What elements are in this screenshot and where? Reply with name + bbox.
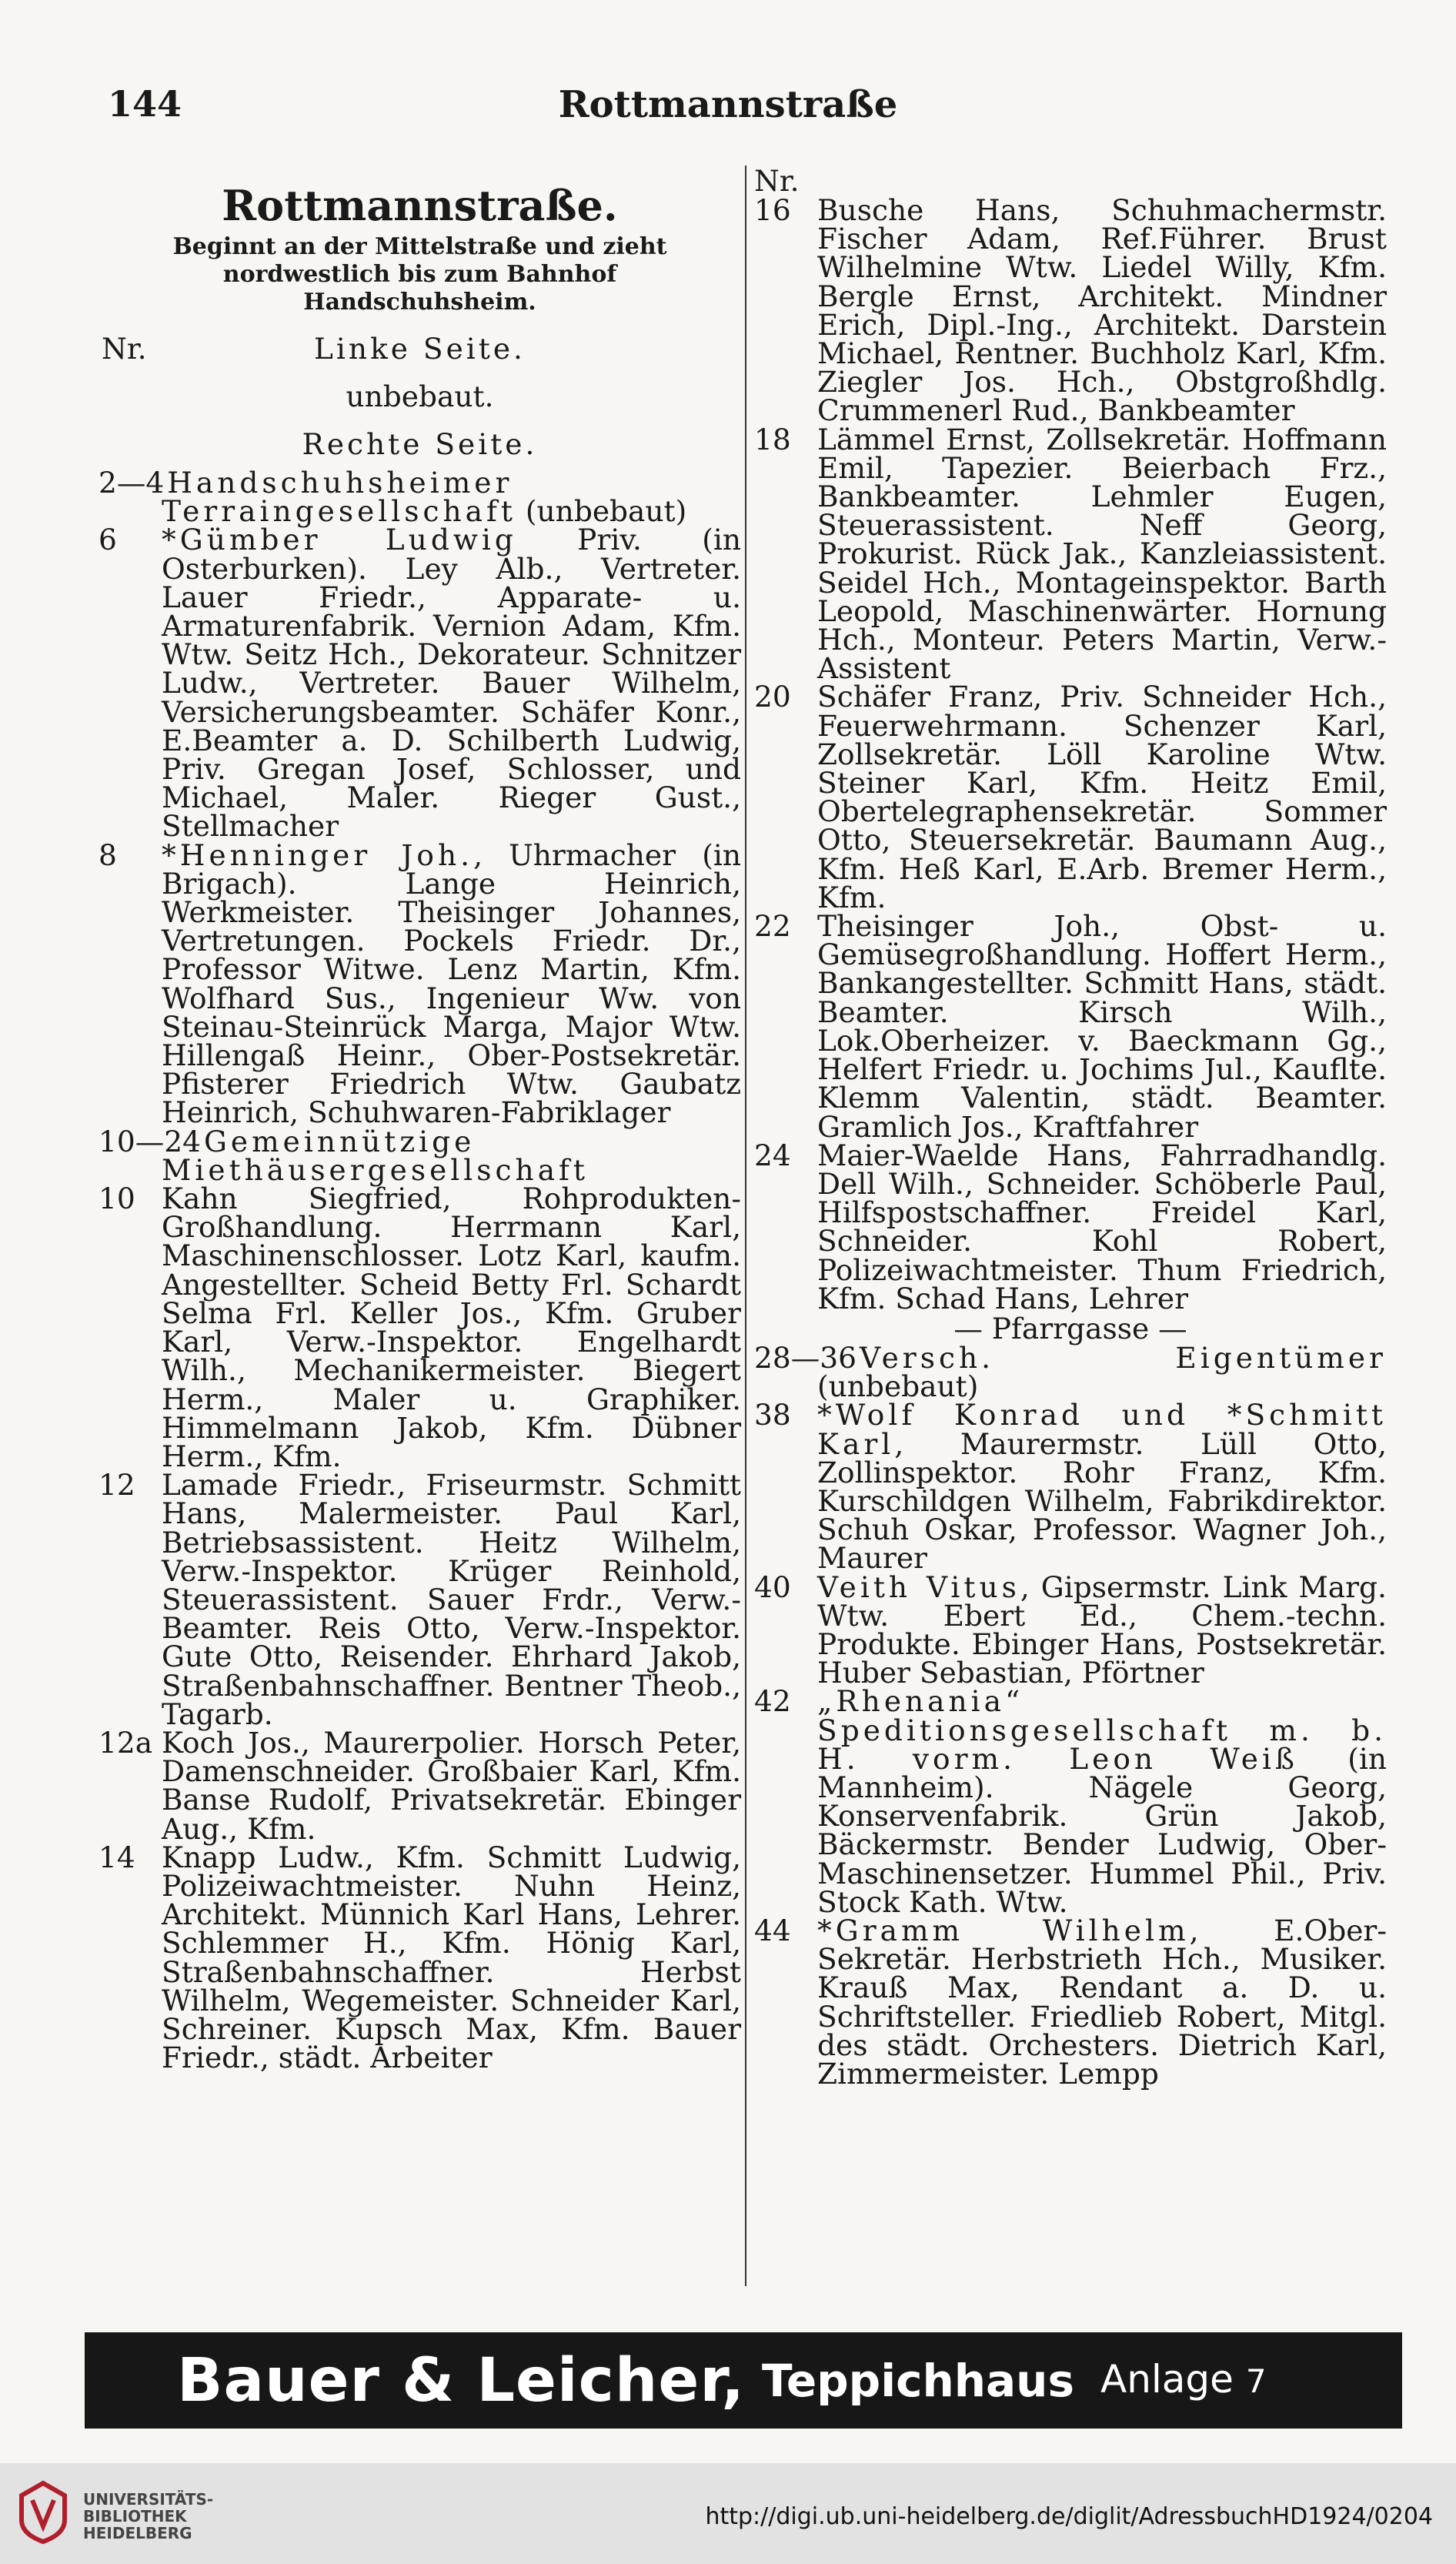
- house-number: 12a: [99, 1725, 153, 1760]
- house-number: 40: [754, 1569, 791, 1604]
- cross-street-pfarrgasse: — Pfarrgasse —: [953, 1311, 1187, 1346]
- right-side-label: Rechte Seite.: [302, 427, 538, 461]
- left-side-note: unbebaut.: [346, 379, 494, 413]
- house-number: 14: [99, 1840, 135, 1874]
- running-title: Rottmannstraße: [558, 83, 898, 126]
- house-number: 20: [754, 680, 791, 714]
- house-number: 28—36: [754, 1340, 857, 1375]
- ad-anlage-number: 7: [1245, 2362, 1267, 2400]
- address-entry: [754, 193, 1387, 428]
- logo-line-3: HEIDELBERG: [83, 2524, 192, 2542]
- address-entry: [754, 1398, 1387, 1576]
- viewer-footer: [0, 2463, 1456, 2564]
- street-description: Beginnt an der Mittelstraße und zieht nordwestlich bis zum Bahnhof Handschuhsheim.: [172, 233, 667, 316]
- logo-line-1: UNIVERSITÄTS-: [83, 2490, 214, 2509]
- owner-name: *Gümber Ludwig: [162, 523, 517, 557]
- residents-text: Priv. (in Osterburken). Ley Alb., Vertreter. Lauer Friedr., Apparate- u. Armaturenfabrik. Vernion Adam, Kfm. Wtw. Seitz Hch., Dekorateur. Schnitzer Ludw., Vertreter. Bauer Wilhelm, Versicherungsbeamter. Schäfer Konr., E.Beamter a. D. Schilberth Ludwig, Priv. Gregan Josef, Schlosser, und Michael, Maler. Rieger Gust., Stellmacher: [162, 523, 741, 844]
- residents-text: Knapp Ludw., Kfm. Schmitt Ludwig, Polizeiwachtmeister. Nuhn Heinz, Architekt. Münnich Karl Hans, Lehrer. Schlemmer H., Kfm. Hönig Karl, Straßenbahnschaffner. Herbst Wilhelm, Wegemeister. Schneider Karl, Schreiner. Kupsch Max, Kfm. Bauer Friedr., städt. Arbeiter: [162, 1840, 741, 2075]
- residents-text: Lämmel Ernst, Zollsekretär. Hoffmann Emil, Tapezier. Beierbach Frz., Bankbeamter. Lehmler Eugen, Steuerassistent. Neff Georg, Prokurist. Rück Jak., Kanzleiassistent. Seidel Hch., Montageinspektor. Barth Leopold, Maschinenwärter. Hornung Hch., Monteur. Peters Martin, Verw.-Assistent: [817, 422, 1387, 686]
- right-entries-list-a: [754, 193, 1387, 1315]
- nr-label: Nr.: [102, 332, 147, 366]
- residents-text: , E.Ober-Sekretär. Herbstrieth Hch., Musiker. Krauß Max, Rendant a. D. u. Schriftsteller. Friedlieb Robert, Mitgl. des städt. Orchesters. Dietrich Karl, Zimmermeister. Lempp: [817, 1913, 1387, 2091]
- house-number: 24: [754, 1138, 791, 1172]
- house-number: 44: [754, 1913, 791, 1947]
- residents-text: , Uhrmacher (in Brigach). Lange Heinrich, Werkmeister. Theisinger Johannes, Vertretungen. Pockels Friedr. Dr., Professor Witwe. Lenz Martin, Kfm. Wolfhard Sus., Ingenieur Ww. von Steinau-Steinrück Marga, Major Wtw. Hillengaß Heinr., Ober-Postsekretär. Pfisterer Friedrich Wtw. Gaubatz Heinrich, Schuhwaren-Fabriklager: [162, 837, 741, 1130]
- ad-subtitle: Teppichhaus: [761, 2354, 1074, 2407]
- ad-brand: Bauer & Leicher,: [177, 2345, 745, 2415]
- residents-text: (unbebaut): [516, 494, 687, 529]
- column-divider: [745, 165, 746, 2286]
- address-entry: [754, 1684, 1387, 1919]
- advertisement-banner: [85, 2332, 1402, 2429]
- house-number: 6: [99, 523, 117, 557]
- residents-text: Koch Jos., Maurerpolier. Horsch Peter, Damenschneider. Großbaier Karl, Kfm. Banse Rudolf, Privatsekretär. Ebinger Aug., Kfm.: [162, 1725, 741, 1846]
- house-number: 22: [754, 909, 791, 944]
- owner-name: Gemeinnützige Miethäusergesellschaft: [162, 1124, 589, 1187]
- residents-text: (in Mannheim). Nägele Georg, Konservenfabrik. Grün Jakob, Bäckermstr. Bender Ludwig, Ober-Maschinensetzer. Hummel Phil., Priv. Stock Kath. Wtw.: [817, 1741, 1387, 1919]
- house-number: 10: [99, 1182, 135, 1216]
- owner-name: Veith Vitus: [817, 1569, 1020, 1604]
- house-number: 42: [754, 1684, 791, 1719]
- address-entry: [99, 1725, 741, 1846]
- residents-text: Kahn Siegfried, Rohprodukten-Großhandlung. Herrmann Karl, Maschinenschlosser. Lotz Karl, kaufm. Angestellter. Scheid Betty Frl. Schardt Selma Frl. Keller Jos., Kfm. Gruber Karl, Verw.-Inspektor. Engelhardt Wilh., Mechanikermeister. Biegert Herm., Maler u. Graphiker. Himmelmann Jakob, Kfm. Dübner Herm., Kfm.: [162, 1182, 741, 1473]
- right-nr-label: Nr.: [754, 164, 800, 198]
- address-entry: [99, 466, 741, 529]
- left-side-label: Linke Seite.: [314, 332, 526, 366]
- house-number: 2—4: [99, 466, 165, 500]
- address-entry: [99, 837, 741, 1130]
- owner-name: *Wolf Konrad und *Schmitt Karl: [817, 1398, 1387, 1461]
- address-entry: [754, 1913, 1387, 2091]
- ad-anlage: [1100, 2357, 1267, 2402]
- address-entry: [99, 1840, 741, 2075]
- right-column: [754, 164, 1387, 2091]
- address-entry: [754, 1340, 1387, 1404]
- page-number: 144: [108, 83, 182, 125]
- address-entry: [754, 909, 1387, 1144]
- residents-text: , Maurermstr. Lüll Otto, Zollinspektor. Rohr Franz, Kfm. Kurschildgen Wilhelm, Fabrikdirektor. Schuh Oskar, Professor. Wagner Joh., Maurer: [817, 1426, 1387, 1576]
- address-entry: [99, 1468, 741, 1731]
- residents-text: , Gipsermstr. Link Marg. Wtw. Ebert Ed., Chem.-techn. Produkte. Ebinger Hans, Postsekretär. Huber Sebastian, Pförtner: [817, 1569, 1387, 1690]
- left-entries-list: [99, 466, 741, 2075]
- owner-name: Handschuhsheimer Terraingesellschaft: [162, 466, 516, 529]
- address-entry: [99, 1182, 741, 1473]
- residents-text: Theisinger Joh., Obst- u. Gemüsegroßhandlung. Hoffert Herm., Bankangestellter. Schmitt Hans, städt. Beamter. Kirsch Wilh., Lok.Oberheizer. v. Baeckmann Gg., Helfert Friedr. u. Jochims Jul., Kauflte. Klemm Valentin, städt. Beamter. Gramlich Jos., Kraftfahrer: [817, 909, 1387, 1144]
- residents-text: (unbebaut): [817, 1369, 979, 1404]
- right-entries-list-b: [754, 1340, 1387, 2091]
- source-url-link[interactable]: http://digi.ub.uni-heidelberg.de/diglit/AdressbuchHD1924/0204: [705, 2503, 1433, 2530]
- address-entry: [754, 422, 1387, 686]
- house-number: 10—24: [99, 1124, 201, 1158]
- left-side-header: [99, 324, 741, 373]
- residents-text: Schäfer Franz, Priv. Schneider Hch., Feuerwehrmann. Schenzer Karl, Zollsekretär. Löll Karoline Wtw. Steiner Karl, Kfm. Heitz Emil, Obertelegraphensekretär. Sommer Otto, Steuersekretär. Baumann Aug., Kfm. Heß Karl, E.Arb. Bremer Herm., Kfm.: [817, 680, 1387, 914]
- house-number: 18: [754, 422, 791, 456]
- ad-anlage-label: Anlage: [1100, 2357, 1234, 2402]
- residents-text: Busche Hans, Schuhmachermstr. Fischer Adam, Ref.Führer. Brust Wilhelmine Wtw. Liedel Willy, Kfm. Bergle Ernst, Architekt. Mindner Erich, Dipl.-Ing., Architekt. Darstein Michael, Rentner. Buchholz Karl, Kfm. Ziegler Jos. Hch., Obstgroßhdlg. Crummenerl Rud., Bankbeamter: [817, 193, 1387, 428]
- house-number: 16: [754, 193, 791, 227]
- library-logo-text: [83, 2491, 213, 2542]
- address-entry: [99, 1124, 741, 1187]
- residents-text: Lamade Friedr., Friseurmstr. Schmitt Hans, Malermeister. Paul Karl, Betriebsassistent. Heitz Wilhelm, Verw.-Inspektor. Krüger Reinhold, Steuerassistent. Sauer Frdr., Verw.-Beamter. Reis Otto, Verw.-Inspektor. Gute Otto, Reisender. Ehrhard Jakob, Straßenbahnschaffner. Bentner Theob., Tagarb.: [162, 1468, 741, 1731]
- logo-line-2: BIBLIOTHEK: [83, 2507, 187, 2526]
- owner-name: *Gramm Wilhelm: [817, 1913, 1190, 1947]
- address-entry: [754, 1569, 1387, 1690]
- residents-text: Maier-Waelde Hans, Fahrradhandlg. Dell Wilh., Schneider. Schöberle Paul, Hilfspostschaffner. Freidel Karl, Schneider. Kohl Robert, Polizeiwachtmeister. Thum Friedrich, Kfm. Schad Hans, Lehrer: [817, 1138, 1387, 1315]
- owner-name: „Rhenania“ Speditionsgesellschaft m. b. H. vorm. Leon Weiß: [817, 1684, 1387, 1776]
- owner-name: Versch. Eigentümer: [859, 1340, 1387, 1375]
- address-entry: [754, 1138, 1387, 1315]
- house-number: 12: [99, 1468, 135, 1503]
- street-title: Rottmannstraße.: [222, 181, 618, 230]
- house-number: 38: [754, 1398, 791, 1432]
- page-header: [100, 83, 1356, 145]
- library-logo-icon: [15, 2480, 71, 2545]
- address-entry: [99, 523, 741, 844]
- owner-name: *Henninger Joh.: [162, 837, 474, 872]
- address-entry: [754, 680, 1387, 914]
- house-number: 8: [99, 837, 117, 872]
- left-column: [99, 165, 741, 2075]
